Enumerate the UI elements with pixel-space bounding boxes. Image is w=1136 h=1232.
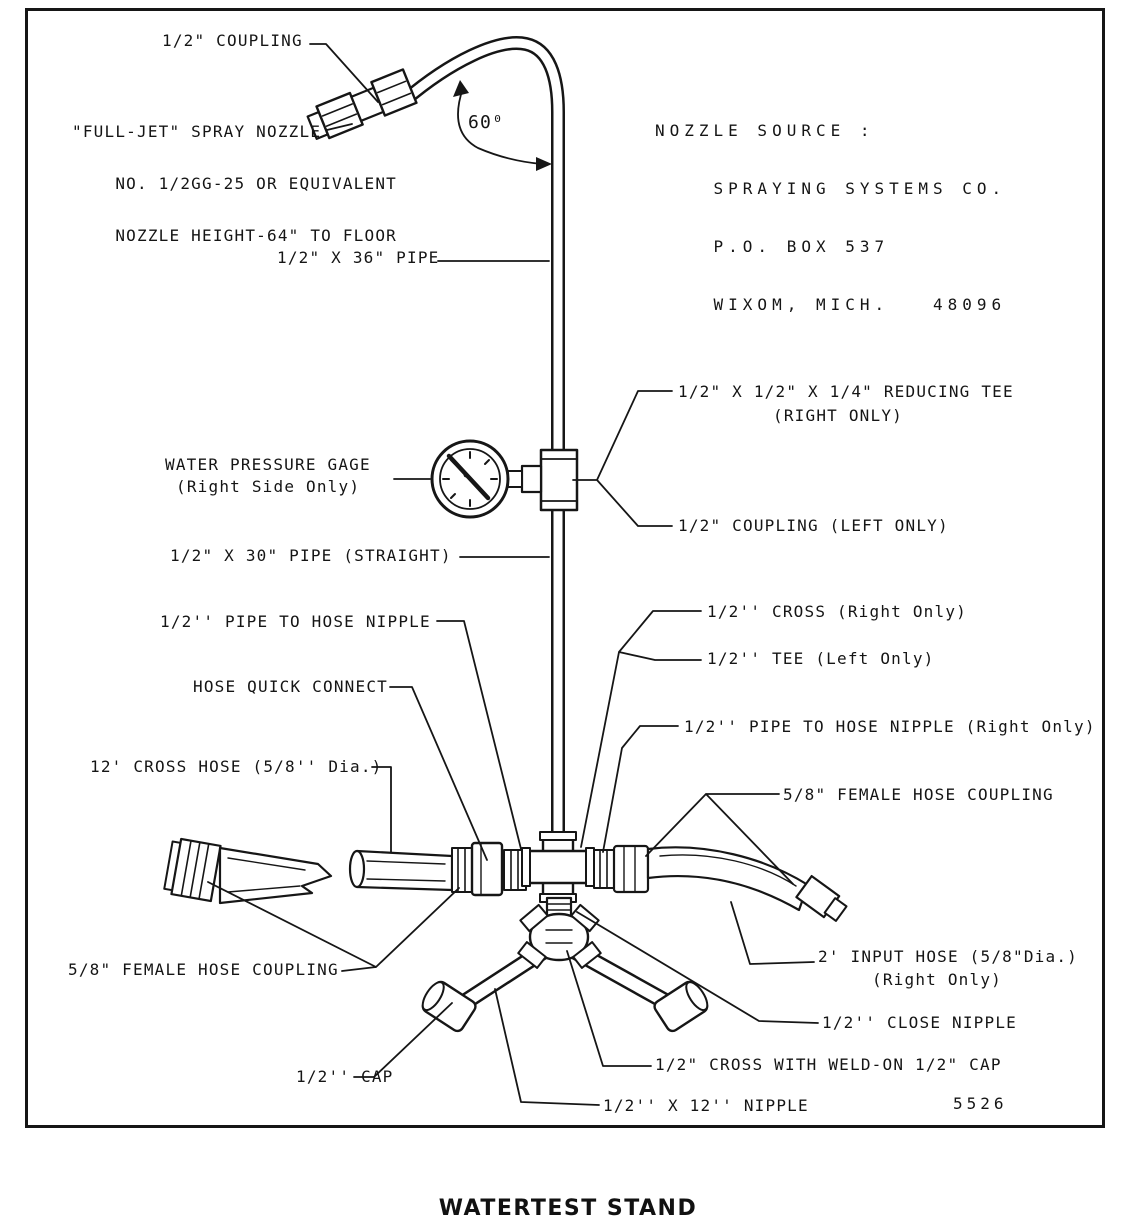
label-cross-hose: 12' CROSS HOSE (5/8'' Dia.) xyxy=(90,757,383,776)
arrowhead-right xyxy=(536,157,552,171)
label-cap: 1/2'' CAP xyxy=(296,1067,394,1086)
label-tee-left-only: 1/2'' TEE (Left Only) xyxy=(707,649,935,668)
hose-nipple-left xyxy=(452,848,472,892)
label-input-hose-right-only: (Right Only) xyxy=(872,970,1002,989)
label-pressure-gage: WATER PRESSURE GAGE xyxy=(165,455,371,474)
bottom-cross-fitting xyxy=(518,905,601,968)
cross-hose-left xyxy=(350,851,452,890)
label-coupling-left-only: 1/2" COUPLING (LEFT ONLY) xyxy=(678,516,949,535)
label-pipe-36: 1/2" X 36" PIPE xyxy=(277,248,440,267)
female-coupling-right-fitting xyxy=(614,846,648,892)
label-spray-nozzle-line1: "FULL-JET" SPRAY NOZZLE xyxy=(72,122,322,141)
label-close-nipple: 1/2'' CLOSE NIPPLE xyxy=(822,1013,1017,1032)
hose-nipple-right xyxy=(594,850,614,888)
figure-number: 5526 xyxy=(953,1094,1008,1113)
label-reducing-tee-right-only: (RIGHT ONLY) xyxy=(773,406,903,425)
hose-quick-connect xyxy=(472,843,526,895)
label-spray-nozzle xyxy=(72,119,397,249)
drawing-caption: WATERTEST STAND xyxy=(438,1196,698,1221)
nozzle-source-line3: P.O. BOX 537 xyxy=(713,237,890,256)
detached-hose-coupling xyxy=(164,838,221,901)
label-spray-nozzle-line2: NO. 1/2GG-25 OR EQUIVALENT xyxy=(115,174,397,193)
label-spray-nozzle-line3: NOZZLE HEIGHT-64" TO FLOOR xyxy=(115,226,397,245)
label-pipe-to-hose-nipple-right: 1/2'' PIPE TO HOSE NIPPLE (Right Only) xyxy=(684,717,1096,736)
label-pipe-30: 1/2" X 30" PIPE (STRAIGHT) xyxy=(170,546,452,565)
label-nipple-12: 1/2'' X 12'' NIPPLE xyxy=(603,1096,809,1115)
detached-hose-segment xyxy=(220,848,331,903)
cross-fitting xyxy=(522,832,594,902)
cap-left xyxy=(418,978,478,1033)
nozzle-source-line2: SPRAYING SYSTEMS CO. xyxy=(713,179,1007,198)
arrowhead-up xyxy=(453,80,469,97)
nozzle-source-block xyxy=(655,116,1006,319)
label-input-hose: 2' INPUT HOSE (5/8"Dia.) xyxy=(818,947,1078,966)
label-coupling-top: 1/2" COUPLING xyxy=(162,31,303,50)
label-female-coupling-left: 5/8" FEMALE HOSE COUPLING xyxy=(68,960,339,979)
nozzle-source-line4: WIXOM, MICH. 48096 xyxy=(713,295,1007,314)
water-pressure-gauge xyxy=(432,441,508,517)
label-pressure-gage-right-side: (Right Side Only) xyxy=(176,477,361,496)
label-pipe-to-hose-nipple: 1/2'' PIPE TO HOSE NIPPLE xyxy=(160,612,431,631)
nozzle-source-line1: NOZZLE SOURCE : xyxy=(655,121,875,140)
cap-right xyxy=(652,978,712,1033)
label-female-coupling-right: 5/8" FEMALE HOSE COUPLING xyxy=(783,785,1054,804)
label-cross-right-only: 1/2'' CROSS (Right Only) xyxy=(707,602,967,621)
label-hose-quick-connect: HOSE QUICK CONNECT xyxy=(193,677,388,696)
input-hose-right xyxy=(648,847,849,924)
label-angle-60: 60⁰ xyxy=(468,112,505,133)
label-reducing-tee: 1/2" X 1/2" X 1/4" REDUCING TEE xyxy=(678,382,1014,401)
reducing-tee-fitting xyxy=(508,450,577,510)
label-cross-weld-on: 1/2" CROSS WITH WELD-ON 1/2" CAP xyxy=(655,1055,1002,1074)
